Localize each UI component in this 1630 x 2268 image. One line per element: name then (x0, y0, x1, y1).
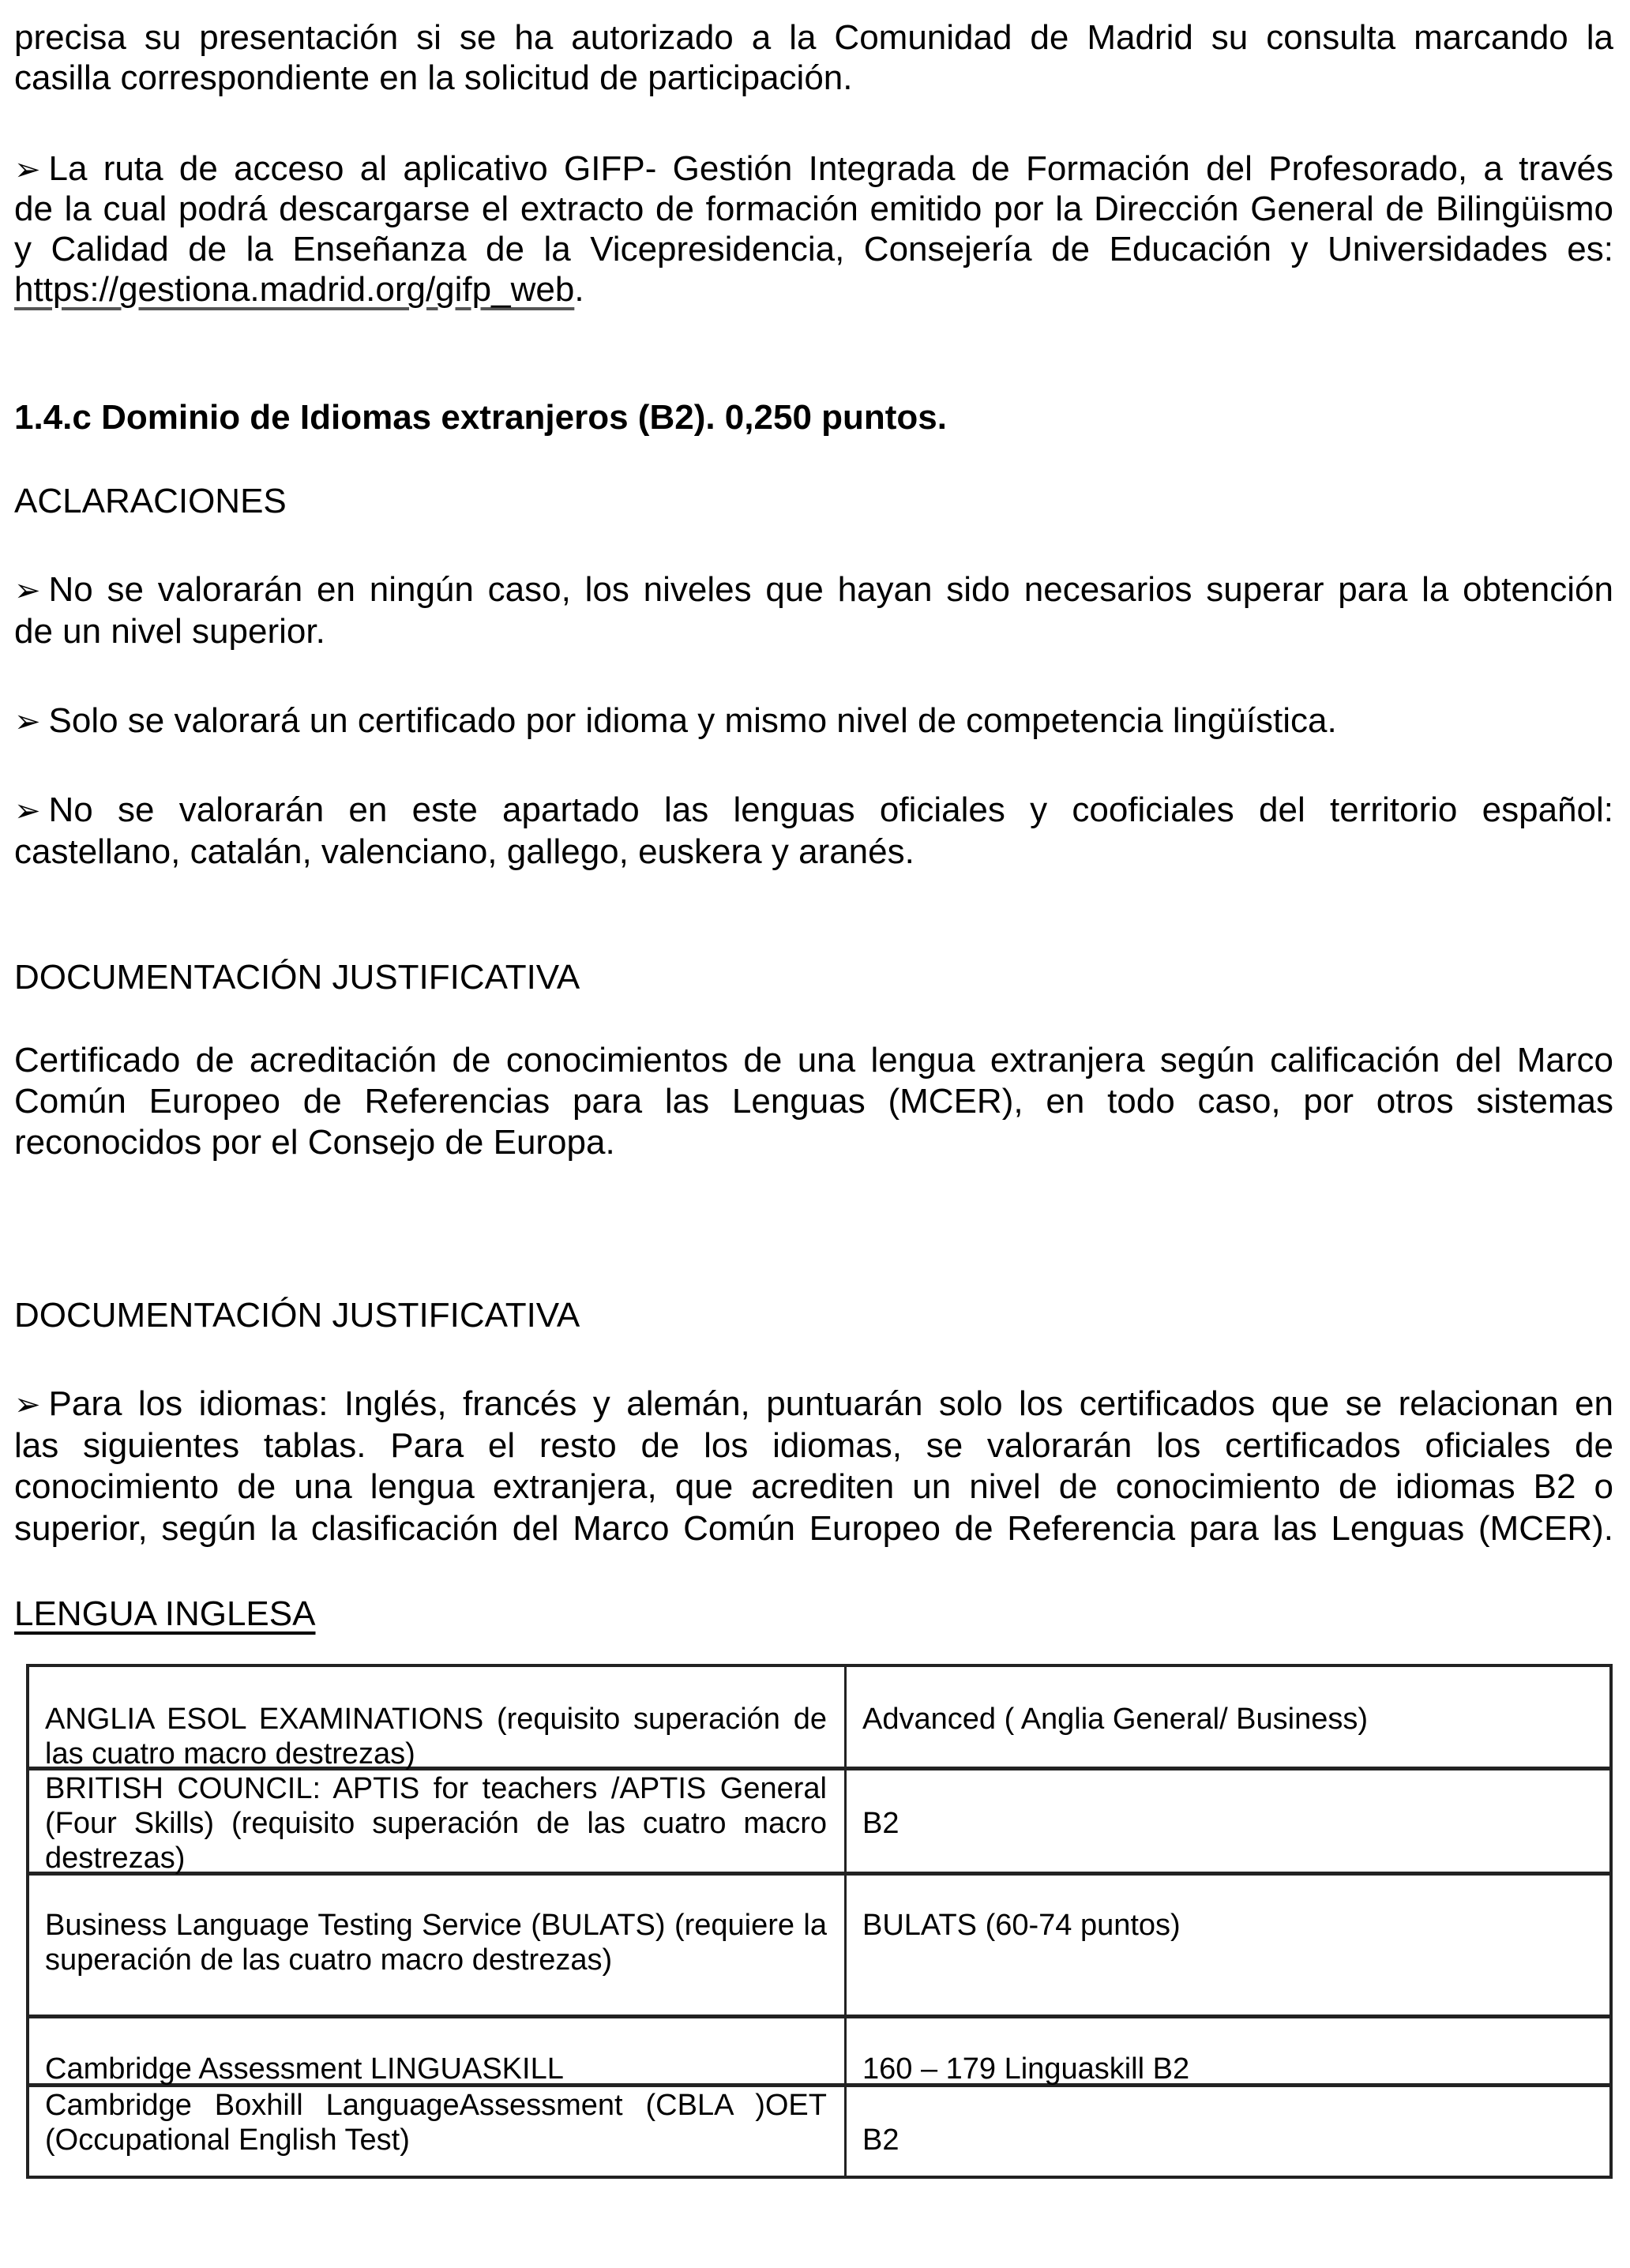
doc-line: reconocidos por el Consejo de Europa. (14, 1123, 615, 1162)
english-certificates-table (26, 1664, 1613, 2179)
arrowhead-bullet-icon: ➢ (14, 794, 41, 828)
doc-line: superior, según la clasificación del Marco Común Europeo de Referencia para las Lenguas (MCER). (14, 1509, 1613, 1548)
intro-line: precisa su presentación si se ha autorizado a la Comunidad de Madrid su consulta marcando la (14, 18, 1613, 57)
doc-line: las siguientes tablas. Para el resto de los idiomas, se valorarán los certificados oficiales de (14, 1426, 1613, 1465)
doc-line: conocimiento de una lengua extranjera, que acrediten un nivel de conocimiento de idiomas B2 o (14, 1467, 1613, 1506)
doc-line: Común Europeo de Referencias para las Lenguas (MCER), en todo caso, por otros sistemas (14, 1082, 1613, 1121)
doc-line: Certificado de acreditación de conocimientos de una lengua extranjera según calificación del Marco (14, 1041, 1613, 1080)
table-row-4-level: 160 – 179 Linguaskill B2 (862, 2052, 1190, 2086)
arrowhead-bullet-icon: ➢ (14, 1387, 41, 1422)
table-row-2-level: B2 (862, 1807, 900, 1840)
arrowhead-bullet-icon: ➢ (14, 573, 41, 608)
table-row-5-certificate: Cambridge Boxhill LanguageAssessment (CBLA )OET (Occupational English Test) (45, 2089, 827, 2157)
lengua-inglesa-heading: LENGUA INGLESA (14, 1594, 316, 1633)
table-row-1-level: Advanced ( Anglia General/ Business) (862, 1703, 1369, 1736)
bullet-line: de un nivel superior. (14, 612, 325, 651)
row-divider (29, 2015, 1609, 2018)
bullet-line: ➢ No se valorarán en ningún caso, los niveles que hayan sido necesarios superar para la obtención (14, 569, 1613, 610)
table-row-2-certificate: BRITISH COUNCIL: APTIS for teachers /APTIS General (Four Skills) (requisito superación de las cuatro macro destrezas) (45, 1772, 827, 1875)
gifp-line: de la cual podrá descargarse el extracto de formación emitido por la Dirección General de Bilingüismo (14, 190, 1613, 228)
doc-line: ➢ Para los idiomas: Inglés, francés y alemán, puntuarán solo los certificados que se relacionan en (14, 1384, 1613, 1425)
table-row-4-certificate: Cambridge Assessment LINGUASKILL (45, 2052, 564, 2086)
documentacion-heading-1: DOCUMENTACIÓN JUSTIFICATIVA (14, 958, 580, 997)
aclaraciones-heading: ACLARACIONES (14, 482, 287, 520)
gifp-web-link[interactable]: https://gestiona.madrid.org/gifp_web (14, 270, 575, 309)
table-row-5-level: B2 (862, 2123, 900, 2157)
gifp-line: ➢ La ruta de acceso al aplicativo GIFP- Gestión Integrada de Formación del Profesorado, a través (14, 148, 1613, 190)
bullet-line: castellano, catalán, valenciano, gallego, euskera y aranés. (14, 832, 915, 871)
arrowhead-bullet-icon: ➢ (14, 152, 41, 187)
table-row-3-certificate: Business Language Testing Service (BULATS) (requiere la superación de las cuatro macro destrezas) (45, 1909, 827, 1977)
gifp-line: y Calidad de la Enseñanza de la Vicepresidencia, Consejería de Educación y Universidades es: (14, 230, 1613, 268)
documentacion-heading-2: DOCUMENTACIÓN JUSTIFICATIVA (14, 1296, 580, 1335)
arrowhead-bullet-icon: ➢ (14, 704, 41, 739)
bullet-line: ➢ Solo se valorará un certificado por idioma y mismo nivel de competencia lingüística. (14, 700, 1613, 742)
gifp-link-line: https://gestiona.madrid.org/gifp_web. (14, 270, 584, 309)
table-row-3-level: BULATS (60-74 puntos) (862, 1909, 1181, 1942)
section-heading: 1.4.c Dominio de Idiomas extranjeros (B2). 0,250 puntos. (14, 398, 947, 437)
column-divider (844, 1667, 847, 2176)
bullet-line: ➢ No se valorarán en este apartado las lenguas oficiales y cooficiales del territorio español: (14, 790, 1613, 831)
intro-line: casilla correspondiente en la solicitud de participación. (14, 58, 853, 97)
table-row-1-certificate: ANGLIA ESOL EXAMINATIONS (requisito superación de las cuatro macro destrezas) (45, 1703, 827, 1770)
